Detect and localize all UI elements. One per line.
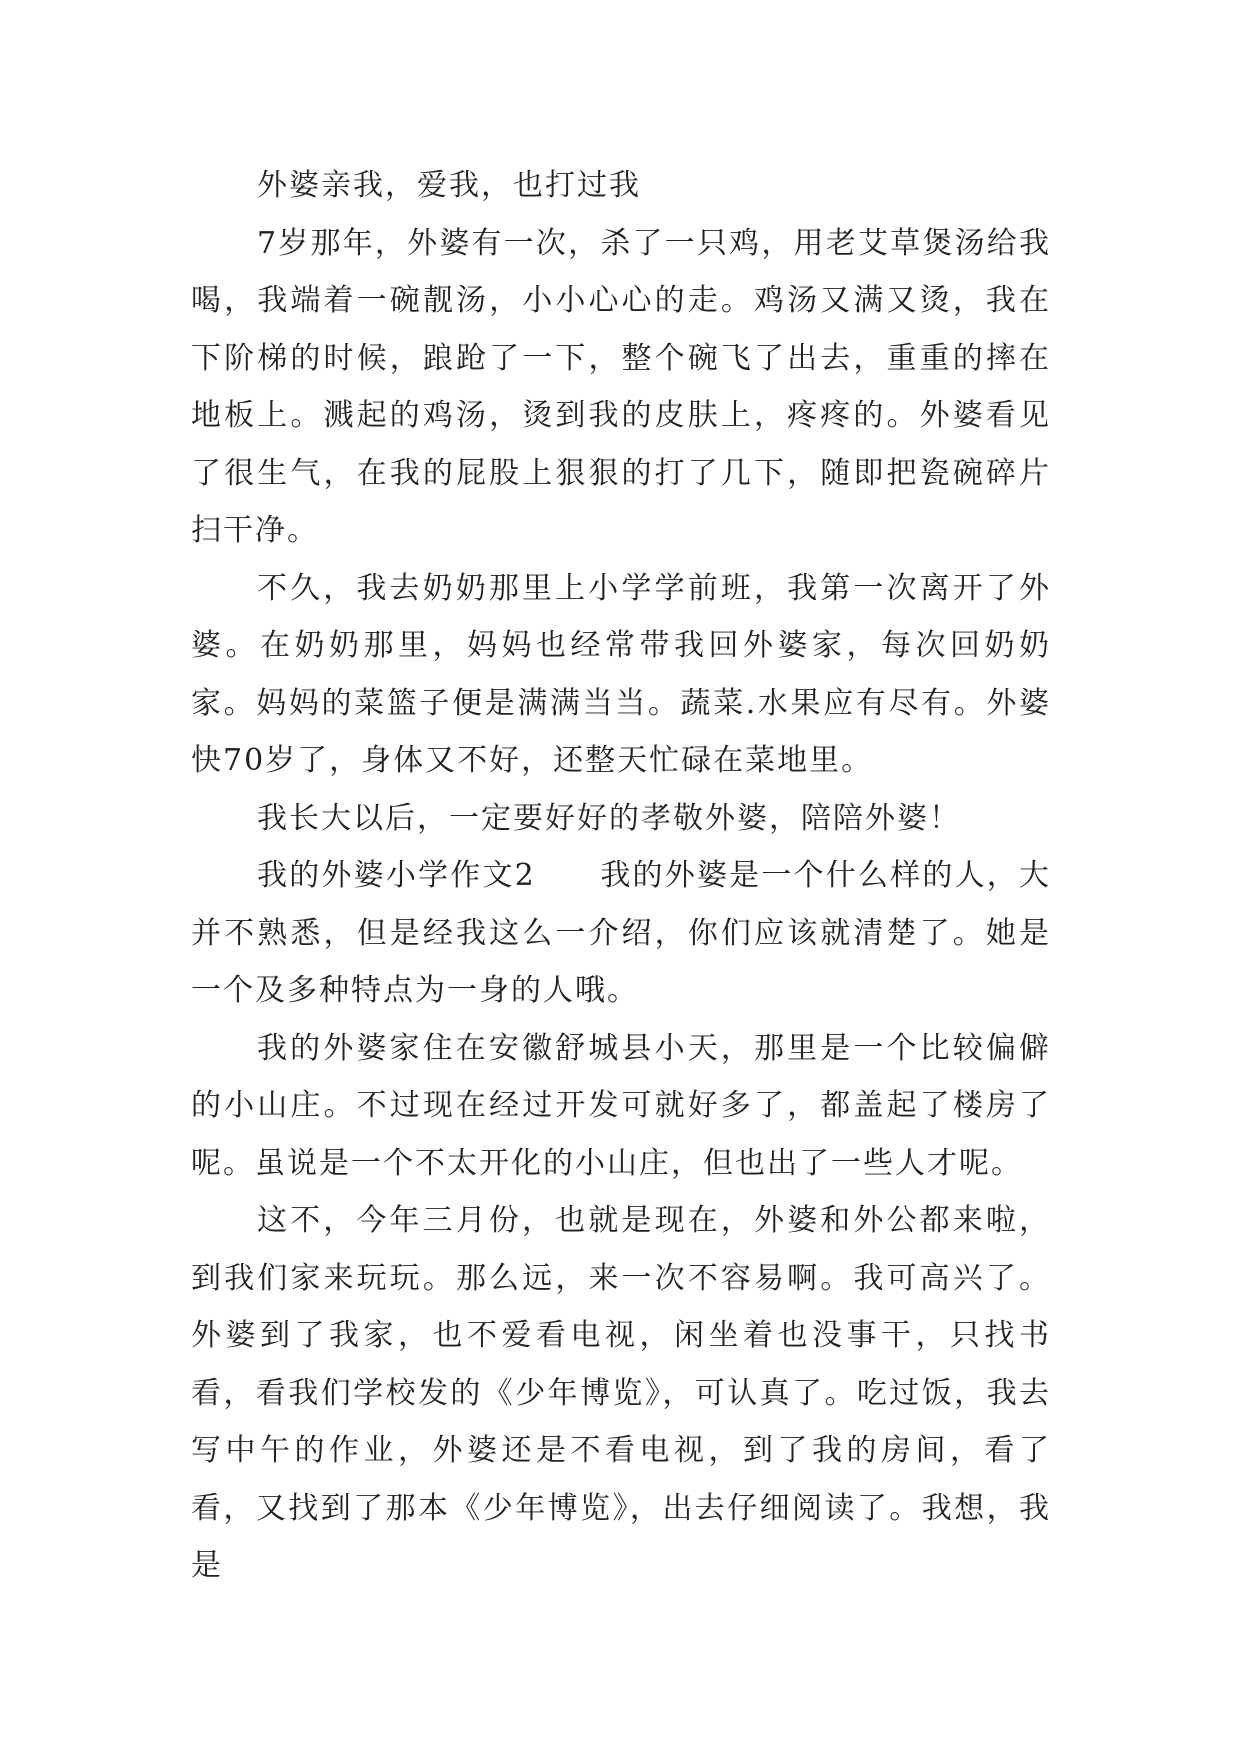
paragraph: 7岁那年，外婆有一次，杀了一只鸡，用老艾草煲汤给我喝，我端着一碗靓汤，小小心心的走。鸡汤又满又烫，我在下阶梯的时候，踉跄了一下，整个碗飞了出去，重重的摔在地板上。溅起的鸡汤，烫到我的皮肤上，疼疼的。外婆看见了很生气，在我的屁股上狠狠的打了几下，随即把瓷碗碎片扫干净。 <box>191 225 1051 548</box>
document-body <box>191 157 1051 1595</box>
paragraph: 不久，我去奶奶那里上小学学前班，我第一次离开了外婆。在奶奶那里，妈妈也经常带我回外婆家，每次回奶奶家。妈妈的菜篮子便是满满当当。蔬菜.水果应有尽有。外婆快70岁了，身体又不好，还整天忙碌在菜地里。 <box>191 570 1051 778</box>
paragraph: 我的外婆家住在安徽舒城县小天，那里是一个比较偏僻的小山庄。不过现在经过开发可就好多了，都盖起了楼房了呢。虽说是一个不太开化的小山庄，但也出了一些人才呢。 <box>191 1030 1051 1181</box>
paragraph: 这不，今年三月份，也就是现在，外婆和外公都来啦，到我们家来玩玩。那么远，来一次不容易啊。我可高兴了。外婆到了我家，也不爱看电视，闲坐着也没事干，只找书看，看我们学校发的《少年博览》，可认真了。吃过饭，我去写中午的作业，外婆还是不看电视，到了我的房间，看了看，又找到了那本《少年博览》，出去仔细阅读了。我想，我是 <box>191 1203 1051 1583</box>
paragraph: 外婆亲我，爱我，也打过我 <box>257 168 641 203</box>
paragraph: 我的外婆小学作文2 我的外婆是一个什么样的人，大并不熟悉，但是经我这么一介绍，你们应该就清楚了。她是一个及多种特点为一身的人哦。 <box>191 858 1051 1008</box>
paragraph: 我长大以后，一定要好好的孝敬外婆，陪陪外婆！ <box>257 800 961 836</box>
